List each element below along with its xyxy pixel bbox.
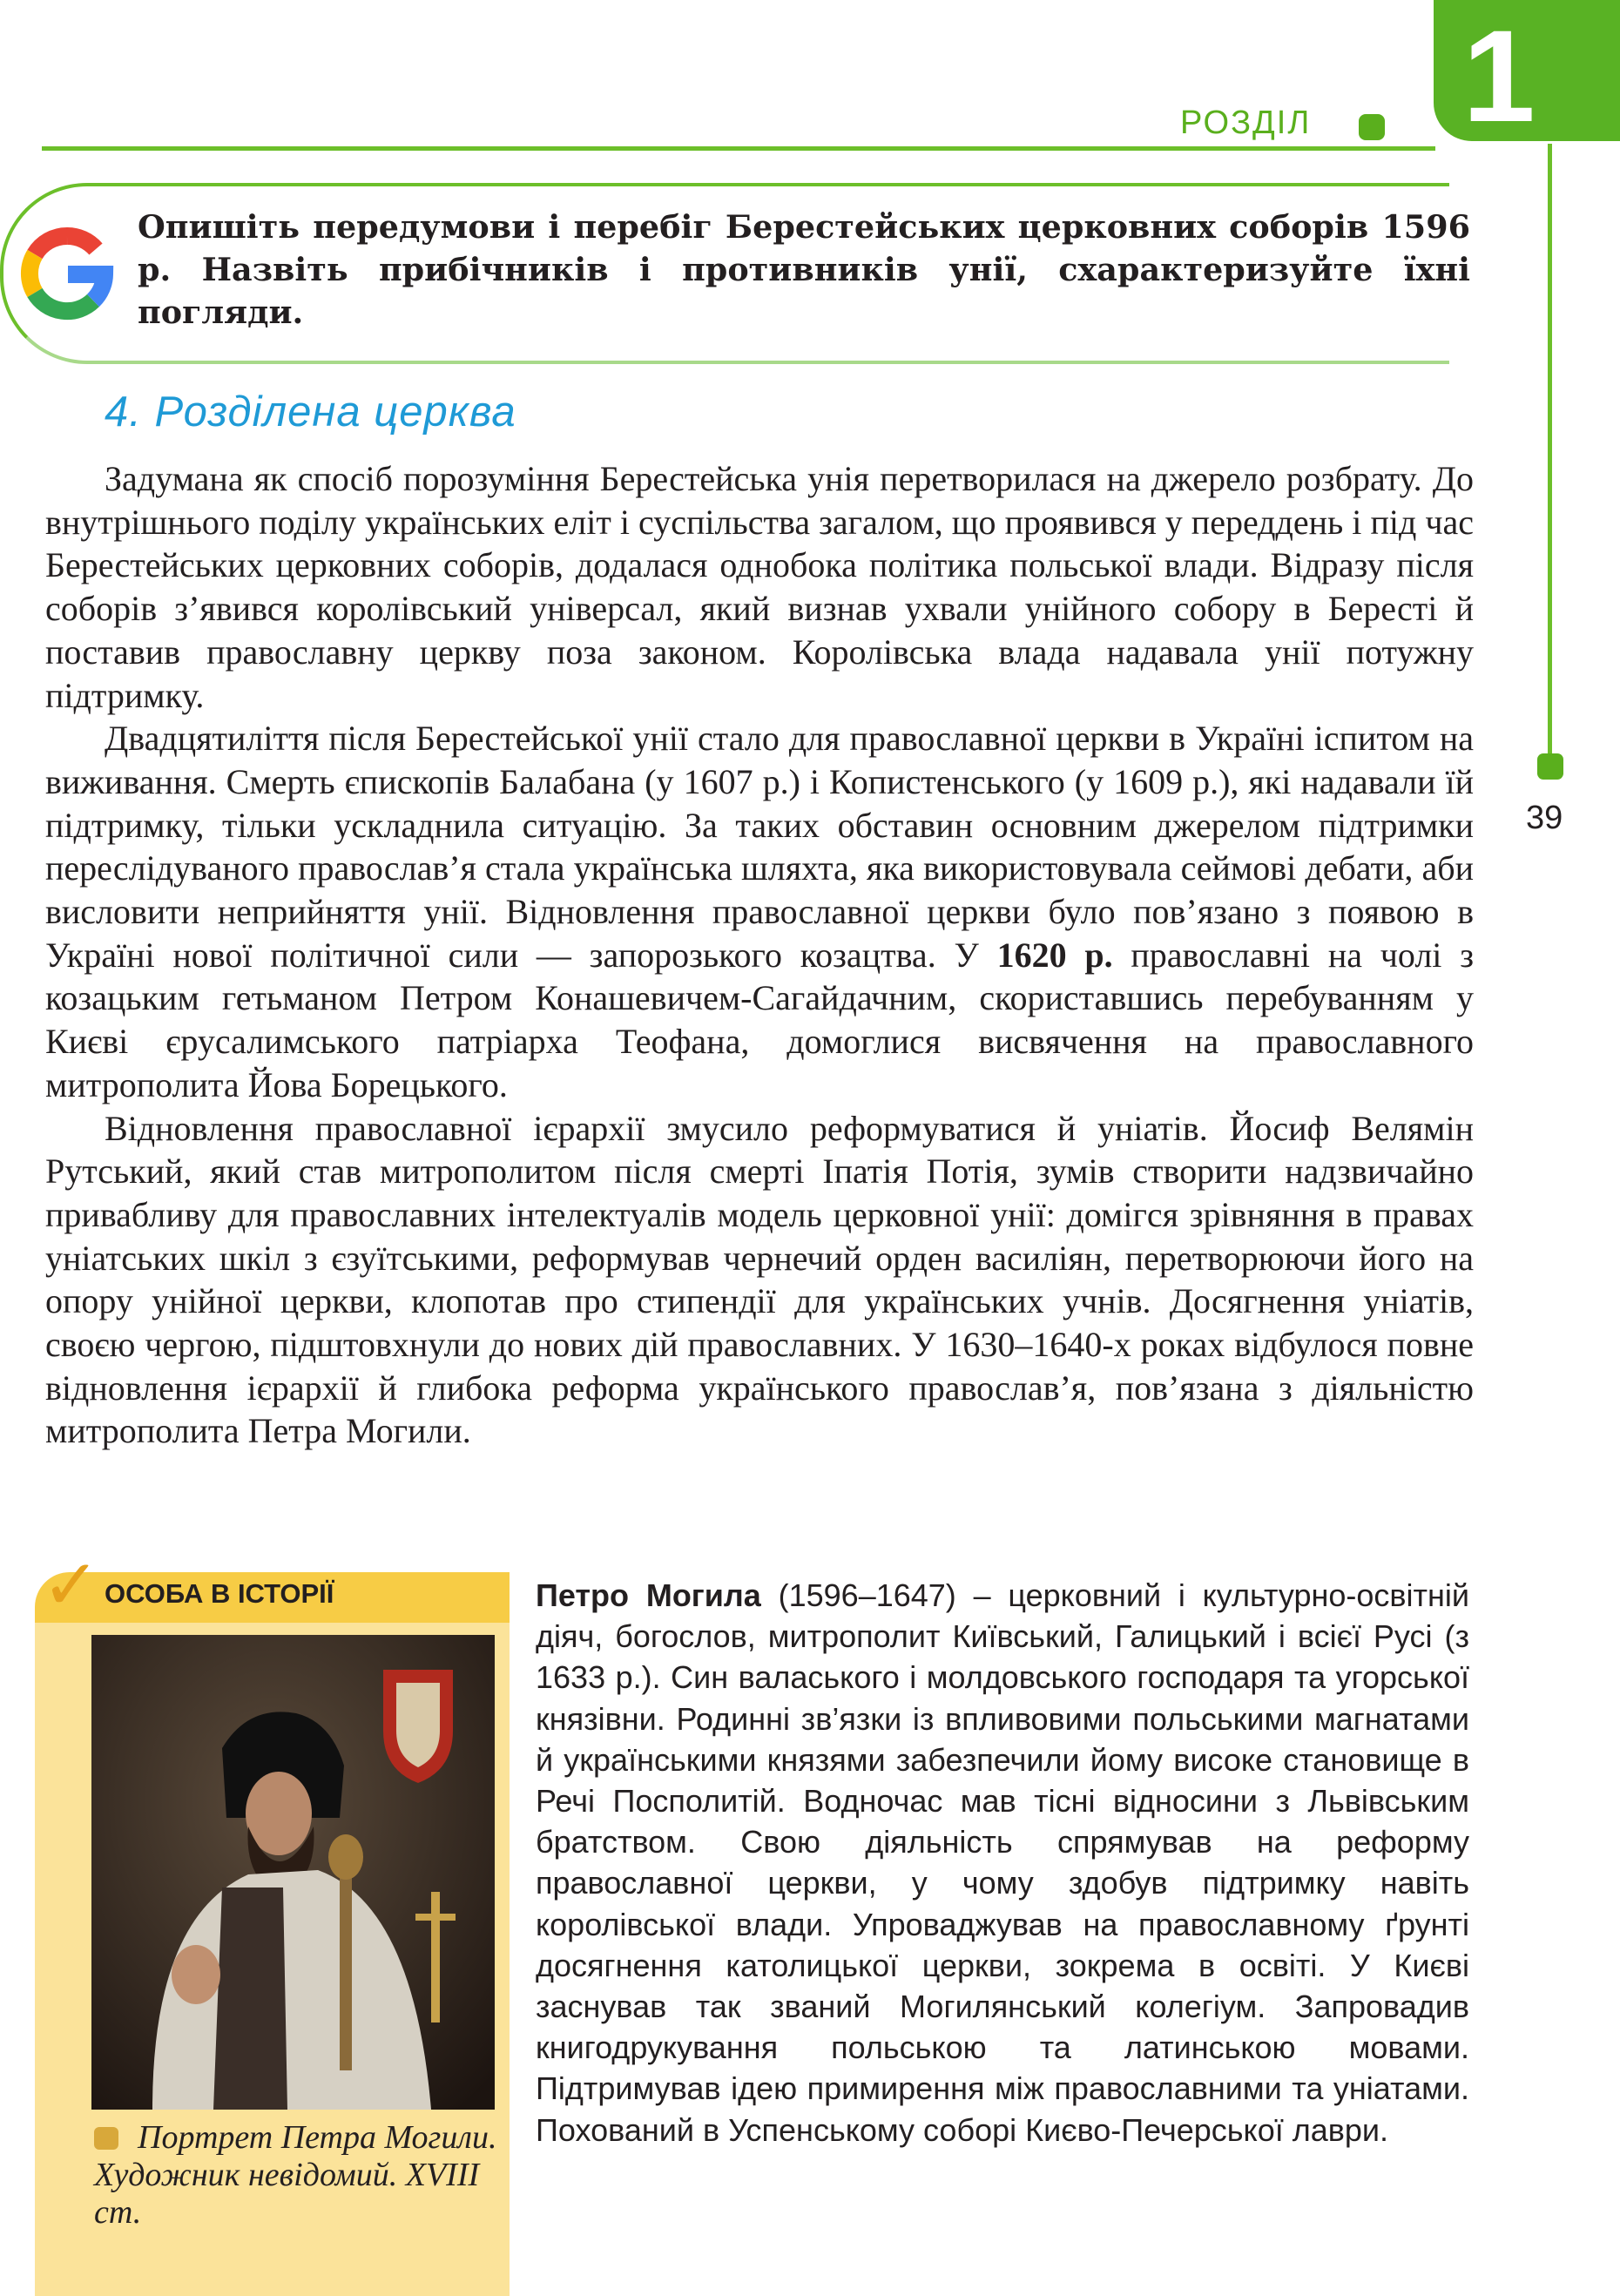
checkmark-icon: ✓ <box>42 1544 101 1625</box>
header-rule <box>42 146 1435 151</box>
section-heading: 4. Розділена церква <box>105 388 516 436</box>
google-icon <box>16 222 118 325</box>
year-highlight: 1620 р. <box>996 935 1113 975</box>
biography-text: (1596–1647) – церковний і культурно-освітній діяч, богослов, митрополит Київський, Галицький і всієї Русі (з 1633 р.). Син валаського і молдовського господаря та угорської князівни. Родинні зв’язки із впливовими польськими магнатами й українськими князями забезпечили йому високе становище в Речі Посполитій. Водночас мав тісні відносини з Львівським братством. Свою діяльність спрямував на реформу православної церкви, у чому здобув підтримку навіть королівської влади. Упроваджував на православному ґрунті досягнення католицької церкви, зокрема в освіті. У Києві заснував так званий Могилянський колегіум. Запровадив книгодрукування польською та латинською мовами. Підтримував ідею примирення між православними та уніатами. Похований в Успенському соборі Києво-Печерської лаври. <box>536 1577 1469 2148</box>
person-box-title: ОСОБА В ІСТОРІЇ <box>105 1578 334 1609</box>
paragraph: Задумана як спосіб порозуміння Берестейська унія перетворилася на джерело розбрату. До внутрішнього поділу українських еліт і суспільства загалом, що проявився у переддень і під час Берестейських церковних соборів, додалася однобока політика польської влади. Відразу після соборів з’явився королівський універсал, який визнав ухвали унійного собору в Бересті й поставив православну церкву поза законом. Королівська влада надавала унії потужну підтримку. <box>45 459 1474 715</box>
margin-rule <box>1548 144 1552 764</box>
section-dot-icon <box>1359 114 1385 140</box>
page-dot-icon <box>1537 753 1563 780</box>
portrait-image <box>91 1635 495 2110</box>
portrait-caption: Портрет Петра Могили. Художник невідомий. XVIII ст. <box>94 2119 497 2231</box>
paragraph: Відновлення православної ієрархії змусило реформуватися й уніатів. Йосиф Велямін Рутський, який став митрополитом після смерті Іпатія Потія, зумів створити надзвичайно привабливу для православних інтелектуалів модель церковної унії: домігся зрівняння в правах уніатських шкіл з єзуїтськими, реформував чернечий орден василіян, перетворюючи його на опору унійної церкви, клопотав про стипендії для українських учнів. Досягнення уніатів, своєю чергою, підштовхнули до нових дій православних. У 1630–1640-х роках відбулося повне відновлення ієрархії й глибока реформа українського православ’я, пов’язана з діяльністю митрополита Петра Могили. <box>45 1108 1474 1451</box>
section-label: РОЗДІЛ <box>1180 105 1312 141</box>
paragraph: Двадцятиліття після Берестейської унії стало для православної церкви в Україні іспитом на виживання. Смерть єпископів Балабана (у 1607 р.) і Копистенського (у 1609 р.), які надавали їй підтримку, тільки ускладнила ситуацію. За таких обставин основним джерелом підтримки переслідуваного православ’я стала українська шляхта, яка використовувала сеймові дебати, аби висловити неприйняття унії. Відновлення православної церкви було пов’язано з появою в Україні нової політичної сили — запорозького козацтва. У 1620 р. православні на чолі з козацьким гетьманом Петром Конашевичем-Сагайдачним, скориставшись перебуванням у Києві єрусалимського патріарха Теофана, домоглися висвячення на православного митрополита Йова Борецького. <box>45 719 1474 1104</box>
biography <box>536 1575 1469 2151</box>
chapter-number: 1 <box>1462 3 1536 149</box>
biography-name: Петро Могила <box>536 1577 761 1613</box>
page-number: 39 <box>1526 800 1563 836</box>
main-text <box>45 457 1474 1453</box>
task-text: Опишіть передумови і перебіг Берестейських церковних соборів 1596 р. Назвіть прибічників і противників унії, схарактеризуйте їхні погляди. <box>138 208 1470 331</box>
